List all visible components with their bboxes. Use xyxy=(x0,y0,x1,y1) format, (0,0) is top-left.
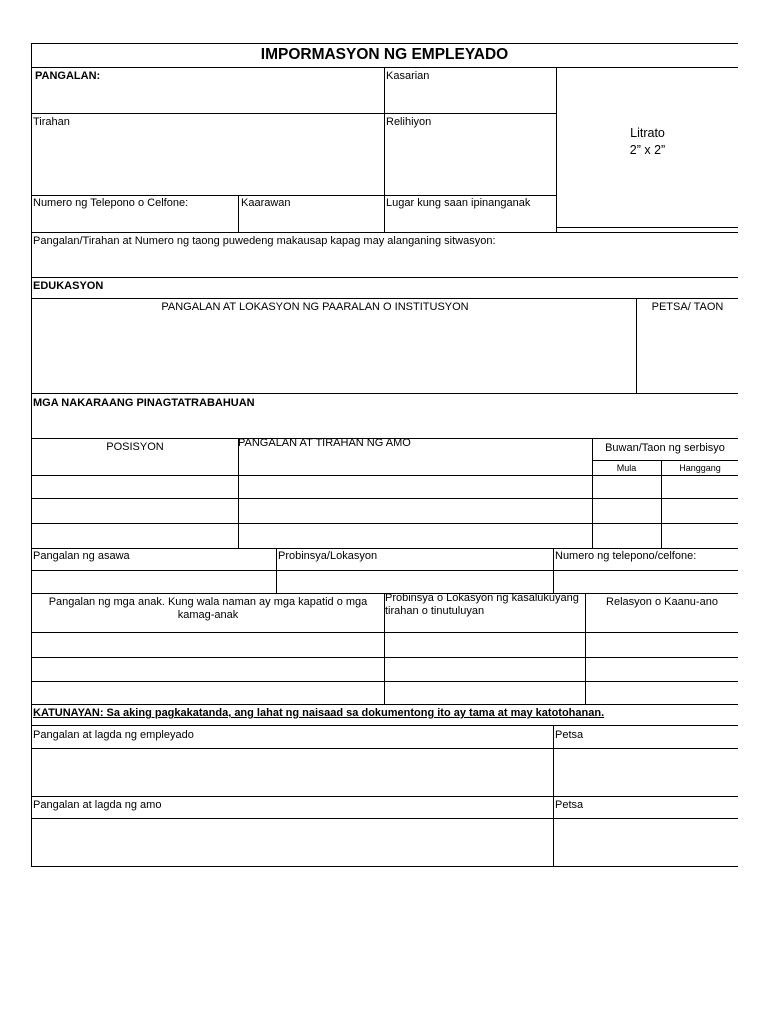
photo-label: Litrato xyxy=(630,126,665,140)
photo-size-label: 2” x 2” xyxy=(629,143,666,157)
spouse-phone-field[interactable] xyxy=(554,571,738,593)
sex-label: Kasarian xyxy=(386,70,430,82)
emergency-contact-label: Pangalan/Tirahan at Numero ng taong puwedeng makausap kapag may alanganing sitwasyon: xyxy=(33,235,496,247)
children-name-header: Pangalan ng mga anak. Kung wala naman ay mga kapatid o mga kamag-anak xyxy=(48,596,368,621)
employee-date-field[interactable] xyxy=(554,749,738,796)
birthday-label: Kaarawan xyxy=(241,197,291,209)
spouse-province-label: Probinsya/Lokasyon xyxy=(278,550,378,562)
name-label: PANGALAN: xyxy=(35,70,101,82)
service-period-header: Buwan/Taon ng serbisyo xyxy=(605,442,725,454)
divider xyxy=(31,523,738,524)
employer-header: PANGALAN AT TIRAHAN NG AMO xyxy=(238,437,411,449)
children-location-header: Probinsya o Lokasyon ng kasalukuyang tirahan o tinutuluyan xyxy=(385,592,579,617)
employer-signature-field[interactable] xyxy=(32,819,553,866)
divider xyxy=(31,725,738,726)
religion-label: Relihiyon xyxy=(386,116,432,128)
address-field[interactable] xyxy=(32,114,384,195)
form-border-bottom xyxy=(31,866,738,867)
from-header: Mula xyxy=(616,463,637,473)
employee-date-label: Petsa xyxy=(555,729,584,741)
certification-statement: KATUNAYAN: Sa aking pagkakatanda, ang lahat ng naisaad sa dokumentong ito ay tama at may katotohanan. xyxy=(33,707,605,719)
divider xyxy=(31,548,738,549)
spouse-province-field[interactable] xyxy=(277,571,553,593)
school-header: PANGALAN AT LOKASYON NG PAARALAN O INSTITUSYON xyxy=(161,301,469,313)
spouse-name-label: Pangalan ng asawa xyxy=(33,550,130,562)
divider xyxy=(238,438,239,548)
birthplace-label: Lugar kung saan ipinanganak xyxy=(386,197,531,209)
form-title: IMPORMASYON NG EMPLEYADO xyxy=(260,46,509,63)
phone-label: Numero ng Telepono o Celfone: xyxy=(33,197,189,209)
address-label: Tirahan xyxy=(33,116,70,128)
spouse-name-field[interactable] xyxy=(32,571,276,593)
to-header: Hanggang xyxy=(679,463,721,473)
divider xyxy=(31,632,738,633)
employer-signature-label: Pangalan at lagda ng amo xyxy=(33,799,162,811)
employer-date-label: Petsa xyxy=(555,799,584,811)
position-header: POSISYON xyxy=(106,441,164,453)
divider xyxy=(31,277,738,278)
divider xyxy=(592,460,738,461)
spouse-phone-label: Numero ng telepono/celfone: xyxy=(555,550,697,562)
employment-heading: MGA NAKARAANG PINAGTATRABAHUAN xyxy=(33,397,255,409)
divider xyxy=(31,498,738,499)
form-border-top xyxy=(31,43,738,44)
divider xyxy=(31,796,738,797)
children-relation-header: Relasyon o Kaanu-ano xyxy=(606,596,718,608)
school-date-header: PETSA/ TAON xyxy=(651,301,724,313)
employer-date-field[interactable] xyxy=(554,819,738,866)
divider xyxy=(585,593,586,704)
employee-signature-label: Pangalan at lagda ng empleyado xyxy=(33,729,194,741)
divider xyxy=(31,393,738,394)
divider xyxy=(556,227,738,228)
divider xyxy=(31,704,738,705)
divider xyxy=(31,681,738,682)
divider xyxy=(31,475,738,476)
divider xyxy=(31,657,738,658)
education-heading: EDUKASYON xyxy=(33,280,104,292)
employee-signature-field[interactable] xyxy=(32,749,553,796)
